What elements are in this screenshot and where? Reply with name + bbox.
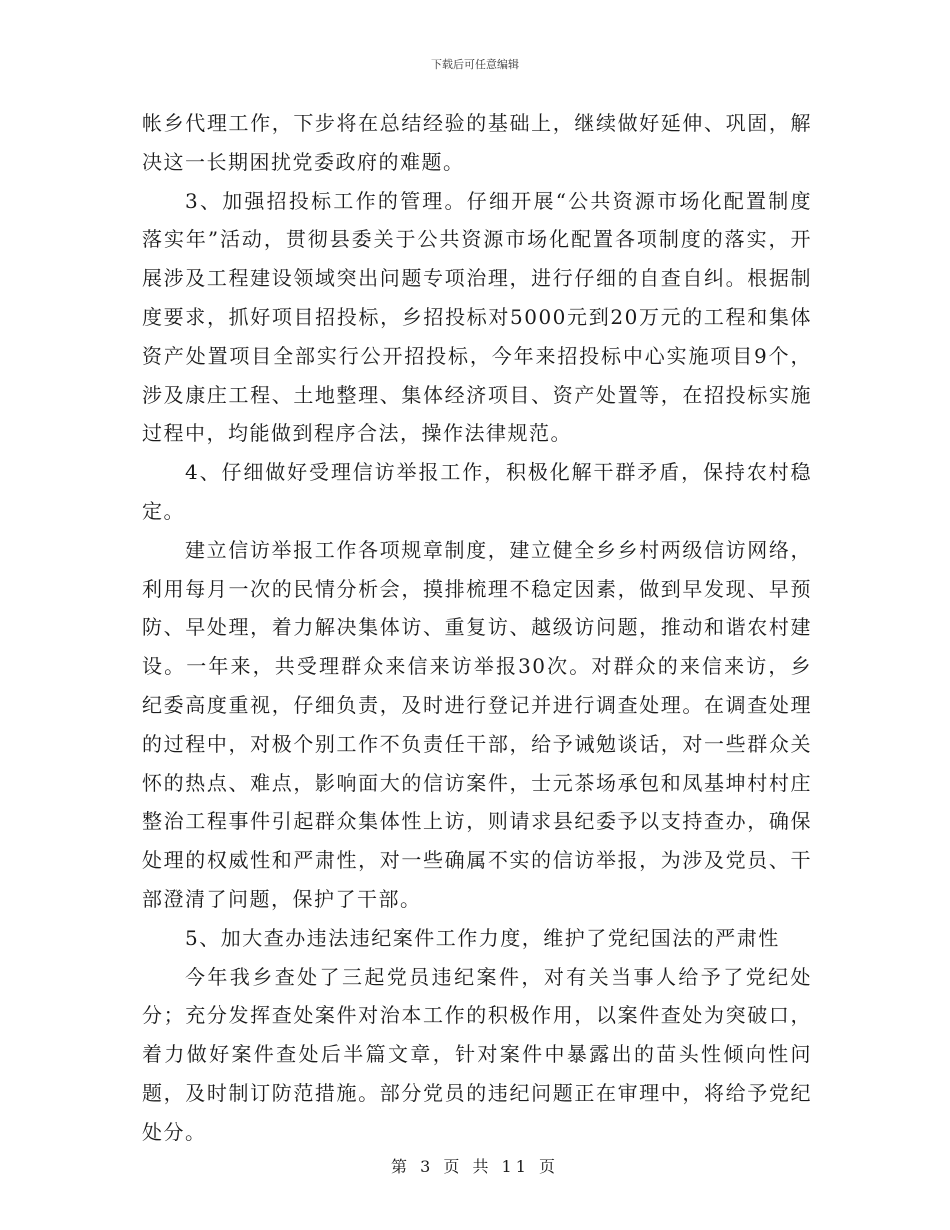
paragraph-petition-heading: 4、仔细做好受理信访举报工作，积极化解干群矛盾，保持农村稳定。	[142, 460, 812, 523]
document-body	[142, 104, 812, 1152]
page-number-footer: 第 3 页 共 11 页	[391, 1157, 559, 1176]
page-header: 下载后可任意编辑	[431, 58, 519, 71]
paragraph-case-handling: 今年我乡查处了三起党员违纪案件，对有关当事人给予了党纪处分；充分发挥查处案件对治本工作的积极作用，以案件查处为突破口，着力做好案件查处后半篇文章，针对案件中暴露出的苗头性倾向性问题，及时制订防范措施。部分党员的违纪问题正在审理中，将给予党纪处分。	[142, 964, 812, 1144]
paragraph-continuation: 帐乡代理工作，下步将在总结经验的基础上，继续做好延伸、巩固，解决这一长期困扰党委政府的难题。	[142, 111, 812, 174]
paragraph-petition-system: 建立信访举报工作各项规章制度，建立健全乡乡村两级信访网络，利用每月一次的民情分析会，摸排梳理不稳定因素，做到早发现、早预防、早处理，着力解决集体访、重复访、越级访问题，推动和谐农村建设。一年来，共受理群众来信来访举报30次。对群众的来信来访，乡纪委高度重视，仔细负责，及时进行登记并进行调查处理。在调查处理的过程中，对极个别工作不负责任干部，给予诫勉谈话，对一些群众关怀的热点、难点，影响面大的信访案件，士元茶场承包和凤基坤村村庄整治工程事件引起群众集体性上访，则请求县纪委予以支持查办，确保处理的权威性和严肃性，对一些确属不实的信访举报，为涉及党员、干部澄清了问题，保护了干部。	[142, 537, 812, 911]
paragraph-case-heading: 5、加大查办违法违纪案件工作力度，维护了党纪国法的严肃性	[185, 925, 780, 950]
paragraph-bidding-management: 3、加强招投标工作的管理。仔细开展“公共资源市场化配置制度落实年”活动，贯彻县委关于公共资源市场化配置各项制度的落实，开展涉及工程建设领域突出问题专项治理，进行仔细的自查自纠。根据制度要求，抓好项目招投标，乡招投标对5000元到20万元的工程和集体资产处置项目全部实行公开招投标，今年来招投标中心实施项目9个，涉及康庄工程、土地整理、集体经济项目、资产处置等，在招投标实施过程中，均能做到程序合法，操作法律规范。	[142, 188, 812, 446]
